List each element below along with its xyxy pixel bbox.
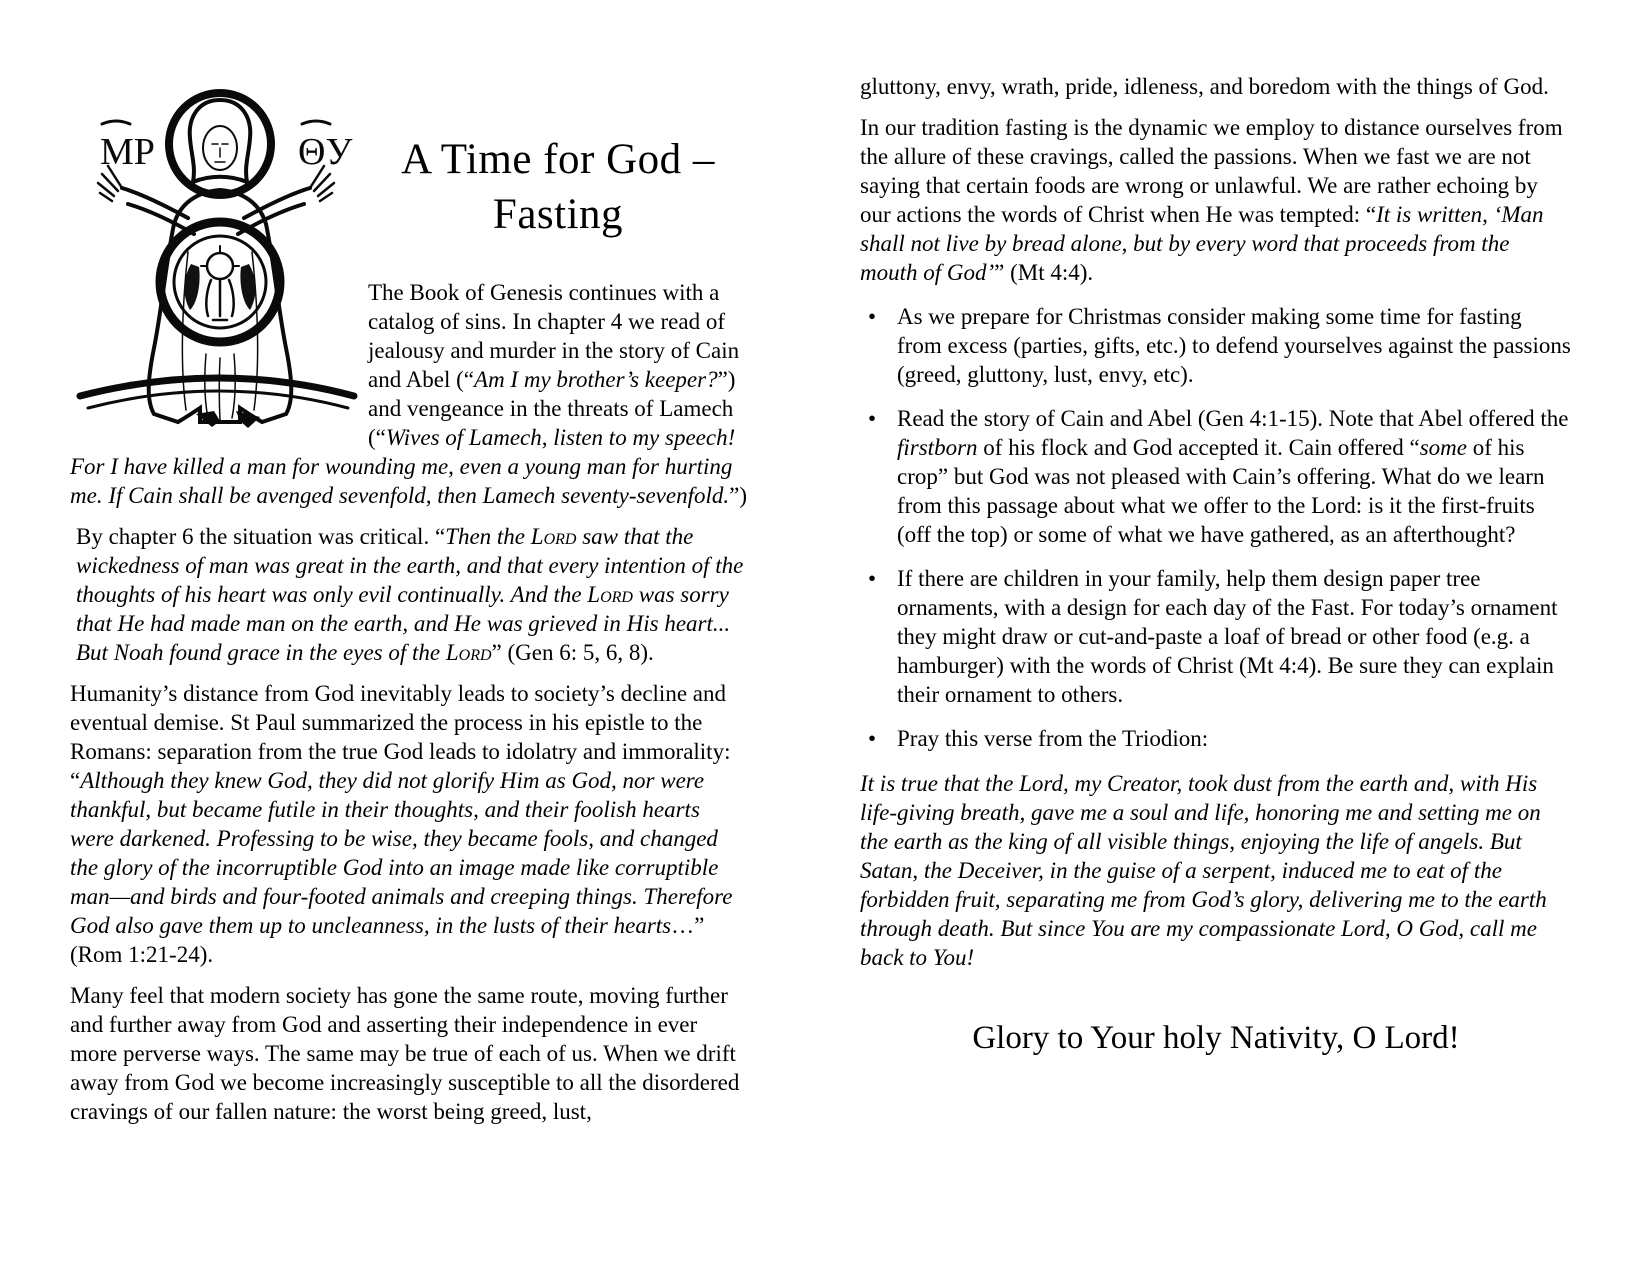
paragraph-gluttony-continuation: gluttony, envy, wrath, pride, idleness, and boredom with the things of God. — [860, 74, 1549, 99]
theotokos-icon-drawing — [70, 70, 362, 432]
closing-doxology: Glory to Your holy Nativity, O Lord! — [972, 1020, 1460, 1056]
list-item-cain-abel — [860, 404, 1572, 549]
list-item-text: Read the story of Cain and Abel (Gen 4:1-15). Note that Abel offered the firstborn of his flock and God accepted it. Cain offered “some of his crop” but God was not pleased with Cain’s offering. What do we learn from this passage about what we offer to the Lord: is it the first-fruits (off the top) or some of what we have gathered, as an afterthought? — [897, 406, 1569, 547]
list-item-text: If there are children in your family, help them design paper tree ornaments, with a design for each day of the Fast. For today’s ornament they might draw or cut-and-paste a loaf of bread or other food (e.g. a hamburger) with the words of Christ (Mt 4:4). Be sure they can explain their ornament to others. — [897, 566, 1558, 707]
page-title-line1: A Time for God – — [401, 136, 715, 183]
right-column — [860, 70, 1572, 1275]
list-item-text: Pray this verse from the Triodion: — [897, 726, 1209, 751]
list-item-children-ornaments — [860, 564, 1572, 709]
triodion-prayer: It is true that the Lord, my Creator, took dust from the earth and, with His life-giving breath, gave me a soul and life, honoring me and setting me on the earth as the king of all visible things, enjoying the life of angels. But Satan, the Deceiver, in the guise of a serpent, induced me to eat of the forbidden fruit, separating me from God’s glory, delivering me to the earth through death. But since You are my compassionate Lord, O God, call me back to You! — [860, 771, 1547, 970]
page-title-line2: Fasting — [492, 191, 624, 238]
theotokos-of-the-sign-icon — [70, 70, 362, 432]
list-item-text: As we prepare for Christmas consider making some time for fasting from excess (parties, gifts, etc.) to defend yourselves against the passions (greed, gluttony, lust, envy, etc). — [897, 304, 1571, 387]
paragraph-modern-society: Many feel that modern society has gone the same route, moving further and further away from God and asserting their independence in ever more perverse ways. The same may be true of each of us. When we drift away from God we become increasingly susceptible to all the disordered cravings of our fallen nature: the worst being greed, lust, — [70, 983, 740, 1124]
paragraph-chapter-6: By chapter 6 the situation was critical. “Then the Lord saw that the wickedness of man was great in the earth, and that every intention of the thoughts of his heart was only evil continually. And the Lord was sorry that He had made man on the earth, and He was grieved in His heart... But Noah found grace in the eyes of the Lord” (Gen 6: 5, 6, 8). — [76, 524, 744, 665]
left-column — [70, 70, 748, 1275]
paragraph-genesis-sins: The Book of Genesis continues with a catalog of sins. In chapter 4 we read of jealousy and murder in the story of Cain and Abel (“Am I my brother’s keeper?”) and vengeance in the threats of Lamech (“Wives of Lamech, listen to my speech! For I have killed a man for wounding me, even a young man for hurting me. If Cain shall be avenged sevenfold, then Lamech seventy-sevenfold.”) — [70, 280, 748, 508]
list-item-pray-triodion — [860, 724, 1572, 753]
inscription-mr: МР — [100, 131, 155, 173]
list-item-christmas-fasting — [860, 302, 1572, 389]
inscription-thy: ΘУ — [298, 131, 353, 173]
paragraph-humanity-distance: Humanity’s distance from God inevitably leads to society’s decline and eventual demise. St Paul summarized the process in his epistle to the Romans: separation from the true God leads to idolatry and immorality: “Although they knew God, they did not glorify Him as God, nor were thankful, but became futile in their thoughts, and their foolish hearts were darkened. Professing to be wise, they became fools, and changed the glory of the incorruptible God into an image made like corruptible man—and birds and four-footed animals and creeping things. Therefore God also gave them up to uncleanness, in the lusts of their hearts…” (Rom 1:21-24). — [70, 681, 733, 967]
fasting-activities-list — [860, 302, 1572, 753]
paragraph-fasting-tradition: In our tradition fasting is the dynamic we employ to distance ourselves from the allure of these cravings, called the passions. When we fast we are not saying that certain foods are wrong or unlawful. We are rather echoing by our actions the words of Christ when He was tempted: “It is written, ‘Man shall not live by bread alone, but by every word that proceeds from the mouth of God’” (Mt 4:4). — [860, 115, 1563, 285]
